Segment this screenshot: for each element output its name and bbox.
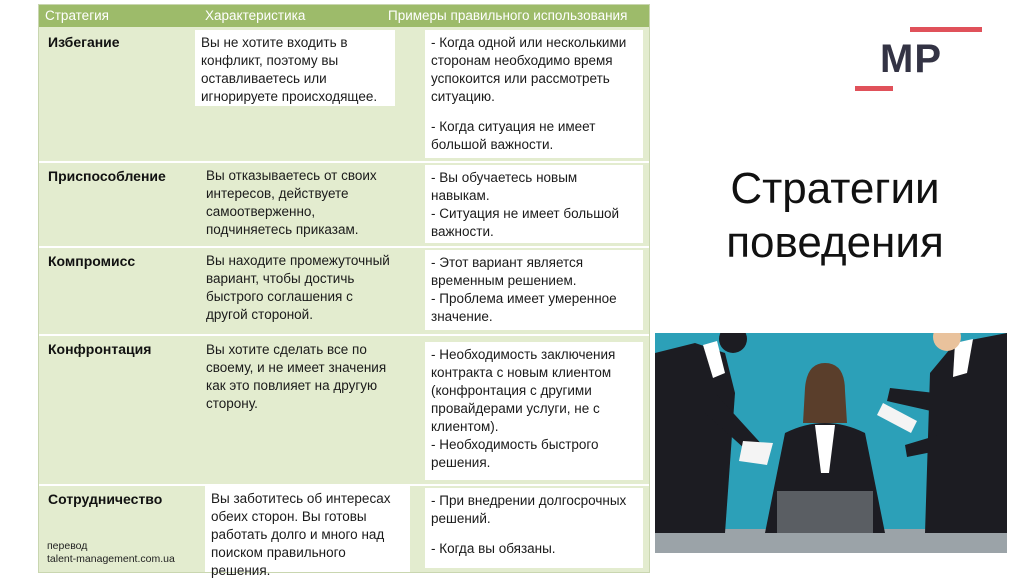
logo-text: MP <box>880 37 942 81</box>
example-text: - Когда ситуация не имеет большой важности. <box>431 119 596 152</box>
description-text: Вы отказываетесь от своих интересов, действуете самоотверженно, подчиняетесь приказам. <box>206 168 377 237</box>
logo-accent-bar-top <box>910 27 982 32</box>
example-text: - При внедрении долгосрочных решений. <box>431 493 627 526</box>
examples-cell <box>425 30 643 158</box>
slide-title: Стратегии поведения <box>726 164 944 267</box>
example-text: - Вы обучаетесь новым навыкам. - Ситуация не имеет большой важности. <box>431 170 620 239</box>
description-cell <box>200 248 405 328</box>
strategy-name: Приспособление <box>48 168 166 184</box>
strategy-name: Конфронтация <box>48 341 152 357</box>
header-strategy: Стратегия <box>45 8 109 23</box>
table-row-confrontation <box>39 334 649 486</box>
examples-cell <box>425 342 643 480</box>
strategy-name: Избегание <box>48 34 120 50</box>
examples-cell <box>425 488 643 568</box>
description-cell <box>195 30 395 106</box>
examples-cell <box>425 165 643 243</box>
illustration-svg <box>655 333 1007 553</box>
description-cell <box>200 337 405 419</box>
strategy-table <box>38 4 650 578</box>
strategy-name: Компромисс <box>48 253 136 269</box>
example-text: - Когда вы обязаны. <box>431 541 556 556</box>
table-header <box>39 5 649 27</box>
mp-logo <box>850 24 985 94</box>
table-row-avoidance <box>39 27 649 163</box>
header-characteristic: Характеристика <box>205 8 306 23</box>
description-text: Вы хотите сделать все по своему, и не имеет значения как это повлияет на другую сторону. <box>206 342 387 411</box>
description-cell <box>200 163 405 241</box>
description-text: Вы заботитесь об интересах обеих сторон. Вы готовы работать долго и много над поиском правильного решения. <box>211 491 391 578</box>
example-text: - Этот вариант является временным решением. - Проблема имеет умеренное значение. <box>431 255 617 324</box>
strategy-name: Сотрудничество <box>48 491 163 507</box>
description-cell <box>205 486 410 578</box>
source-credit: перевод talent-management.com.ua <box>47 540 175 565</box>
example-text: - Когда одной или несколькими сторонам необходимо время успокоится или рассмотреть ситуацию. <box>431 35 627 104</box>
logo-accent-bar-bottom <box>855 86 893 91</box>
table-row-compromise <box>39 246 649 336</box>
table-row-accommodation <box>39 161 649 248</box>
example-text: - Необходимость заключения контракта с новым клиентом (конфронтация с другими провайдерами услуги, не с клиентом). - Необходимость быстрого решения. <box>431 347 616 470</box>
description-text: Вы находите промежуточный вариант, чтобы достичь быстрого соглашения с другой стороной. <box>206 253 390 322</box>
office-conflict-illustration <box>655 333 1007 553</box>
description-text: Вы не хотите входить в конфликт, поэтому вы оставливаетесь или игнорируете происходящее. <box>201 35 378 104</box>
table-row-collaboration <box>39 484 649 578</box>
examples-cell <box>425 250 643 330</box>
header-examples: Примеры правильного использования <box>388 8 628 23</box>
